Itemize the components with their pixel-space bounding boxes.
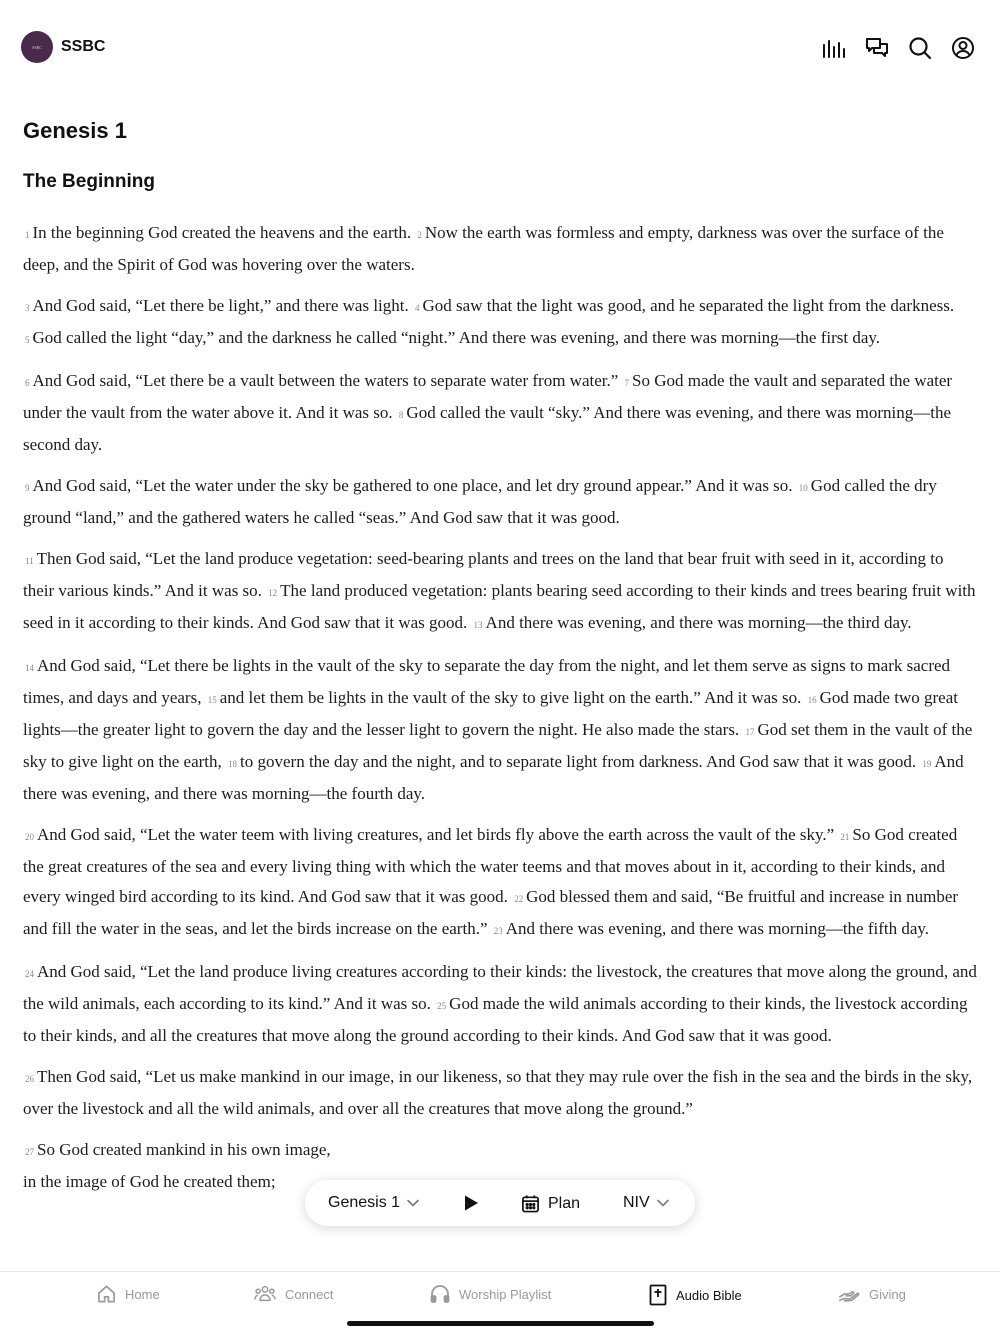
tab-label: Giving	[869, 1286, 906, 1302]
verse-number: 5	[25, 335, 30, 345]
verse-text[interactable]: So God created the great creatures of the sea and every living thing with which the water teems and that moves about in it, according to their kinds, and every winged bird according to its kind. And God saw that it was good.	[23, 825, 958, 906]
tab-audio-bible[interactable]	[649, 1284, 742, 1306]
audio-bars-icon[interactable]	[822, 36, 846, 60]
verse-number: 26	[25, 1074, 34, 1084]
verse-text[interactable]: Now the earth was formless and empty, darkness was over the surface of the deep, and the Spirit of God was hovering over the waters.	[23, 223, 944, 274]
verse-text[interactable]: Then God said, “Let us make mankind in our image, in our likeness, so that they may rule over the fish in the sea and the birds in the sky, over the livestock and all the wild animals, and over all the creatures that move along the ground.”	[23, 1067, 973, 1118]
verse-number: 2	[417, 230, 422, 240]
scripture-paragraph	[23, 1062, 978, 1124]
verse-number: 7	[624, 378, 630, 388]
play-icon	[462, 1194, 480, 1212]
version-selector[interactable]	[623, 1194, 670, 1212]
scripture-paragraph	[23, 651, 978, 809]
tab-connect[interactable]	[254, 1284, 333, 1304]
tab-label: Audio Bible	[676, 1287, 742, 1303]
verse-number: 24	[25, 969, 34, 979]
verse-text[interactable]: Then God said, “Let the land produce vegetation: seed-bearing plants and trees on the land that bear fruit with seed in it, according to their various kinds.” And it was so.	[23, 549, 944, 600]
giving-hand-icon	[838, 1284, 860, 1304]
tab-worship-playlist[interactable]	[430, 1284, 551, 1304]
verse-number: 15	[207, 695, 217, 705]
verse-number: 3	[25, 303, 30, 313]
verse-number: 25	[437, 1001, 447, 1011]
verse-text[interactable]: God blessed them and said, “Be fruitful and increase in number and fill the water in the seas, and let the birds increase on the earth.”	[23, 887, 959, 938]
verse-number: 13	[473, 620, 483, 630]
verse-number: 1	[25, 230, 30, 240]
tab-label: Worship Playlist	[459, 1286, 552, 1302]
verse-text[interactable]: And God said, “Let the land produce living creatures according to their kinds: the livestock, the creatures that move along the ground, and the wild animals, each according to its kind.” And it was so.	[23, 962, 977, 1013]
verse-text[interactable]: In the beginning God created the heavens and the earth.	[32, 223, 412, 242]
verse-number: 12	[268, 588, 278, 598]
tab-label: Home	[125, 1286, 160, 1302]
poem-line	[23, 1135, 978, 1167]
verse-text[interactable]: And God said, “Let there be lights in the vault of the sky to separate the day from the night, and let them serve as signs to mark sacred times, and days and years,	[23, 656, 951, 707]
section-title: The Beginning	[23, 171, 155, 192]
verse-number: 21	[840, 832, 850, 842]
verse-number: 19	[922, 759, 932, 769]
chapter-title: Genesis 1	[23, 118, 127, 143]
chevron-down-icon	[406, 1196, 420, 1210]
verse-text[interactable]: And God said, “Let the water teem with living creatures, and let birds fly above the earth across the vault of the sky.”	[37, 825, 835, 844]
profile-icon[interactable]	[951, 36, 975, 60]
tab-home[interactable]	[97, 1284, 160, 1304]
chat-icon[interactable]	[865, 36, 889, 60]
logo-text: SSBC	[32, 44, 42, 50]
verse-text[interactable]: God made the wild animals according to their kinds, the livestock according to their kinds, and all the creatures that move along the ground according to their kinds. And God saw that it was good.	[23, 994, 968, 1045]
verse-text[interactable]: And there was evening, and there was morning—the fourth day.	[23, 752, 964, 803]
verse-text[interactable]: and let them be lights in the vault of the sky to give light on the earth.” And it was so.	[219, 688, 802, 707]
verse-text[interactable]: And there was evening, and there was morning—the third day.	[485, 613, 912, 632]
chapter-selector-label: Genesis 1	[328, 1194, 401, 1211]
verse-text[interactable]: And there was evening, and there was morning—the fifth day.	[505, 919, 930, 938]
verse-text[interactable]: God called the vault “sky.” And there was evening, and there was morning—the second day.	[23, 403, 952, 454]
chapter-content[interactable]	[23, 110, 978, 1272]
verse-text[interactable]: And God said, “Let the water under the sky be gathered to one place, and let dry ground appear.” And it was so.	[32, 476, 793, 495]
tab-giving[interactable]	[838, 1284, 906, 1304]
search-icon[interactable]	[908, 36, 932, 60]
verse-text[interactable]: And God said, “Let there be a vault between the waters to separate water from water.”	[32, 371, 619, 390]
verse-number: 27	[25, 1147, 34, 1157]
scripture-paragraph	[23, 471, 978, 533]
verse-number: 16	[807, 695, 817, 705]
verse-number: 22	[514, 894, 524, 904]
verse-number: 23	[493, 926, 503, 936]
scripture-paragraph	[23, 544, 978, 640]
verse-text[interactable]: So God made the vault and separated the water under the vault from the water above it. And it was so.	[23, 371, 953, 422]
scripture-paragraph	[23, 957, 978, 1051]
scripture-paragraph	[23, 218, 978, 280]
verse-number: 14	[25, 663, 34, 673]
home-indicator	[347, 1321, 654, 1326]
verse-number: 20	[25, 832, 34, 842]
play-button[interactable]	[462, 1194, 480, 1212]
version-label: NIV	[623, 1194, 650, 1211]
verse-number: 11	[25, 556, 34, 566]
verse-number: 17	[745, 727, 755, 737]
verse-number: 9	[25, 483, 30, 493]
poem-line: in the image of God he created them;	[23, 1172, 276, 1191]
verse-text[interactable]: And God said, “Let there be light,” and there was light.	[32, 296, 409, 315]
chevron-down-icon	[656, 1196, 670, 1210]
verse-text[interactable]: God called the light “day,” and the darkness he called “night.” And there was evening, and there was morning—the first day.	[32, 328, 881, 347]
verse-text[interactable]: to govern the day and the night, and to separate light from darkness. And God saw that it was good.	[240, 752, 917, 771]
verse-number: 18	[228, 759, 238, 769]
verse-number: 10	[798, 483, 808, 493]
people-icon	[254, 1284, 276, 1304]
tab-label: Connect	[285, 1286, 334, 1302]
verse-text[interactable]: God set them in the vault of the sky to give light on the earth,	[23, 720, 973, 771]
scripture-paragraph	[23, 366, 978, 460]
bible-icon	[649, 1284, 667, 1306]
app-header	[0, 0, 1000, 96]
verse-text[interactable]: God made two great lights—the greater light to govern the day and the lesser light to govern the night. He also made the stars.	[23, 688, 958, 739]
plan-label: Plan	[548, 1194, 581, 1212]
verse-number: 4	[415, 303, 420, 313]
brand-name[interactable]: SSBC	[61, 38, 106, 55]
headphones-icon	[430, 1284, 450, 1304]
verse-text[interactable]: God saw that the light was good, and he separated the light from the darkness.	[422, 296, 955, 315]
verse-number: 6	[25, 378, 30, 388]
church-logo[interactable]	[21, 31, 53, 63]
home-icon	[97, 1284, 116, 1304]
scripture-paragraph	[23, 291, 978, 355]
poem-line-text: So God created mankind in his own image,	[37, 1140, 331, 1159]
plan-button[interactable]	[521, 1194, 580, 1213]
chapter-selector[interactable]	[328, 1194, 420, 1212]
calendar-icon	[521, 1194, 540, 1213]
scripture-paragraphs	[23, 218, 978, 1124]
scripture-paragraph	[23, 820, 978, 946]
verse-text[interactable]: God called the dry ground “land,” and the gathered waters he called “seas.” And God saw that it was good.	[23, 476, 937, 527]
verse-number: 8	[398, 410, 404, 420]
verse-text[interactable]: The land produced vegetation: plants bearing seed according to their kinds and trees bearing fruit with seed in it according to their kinds. And God saw that it was good.	[23, 581, 976, 632]
audio-player-bar	[305, 1180, 695, 1226]
